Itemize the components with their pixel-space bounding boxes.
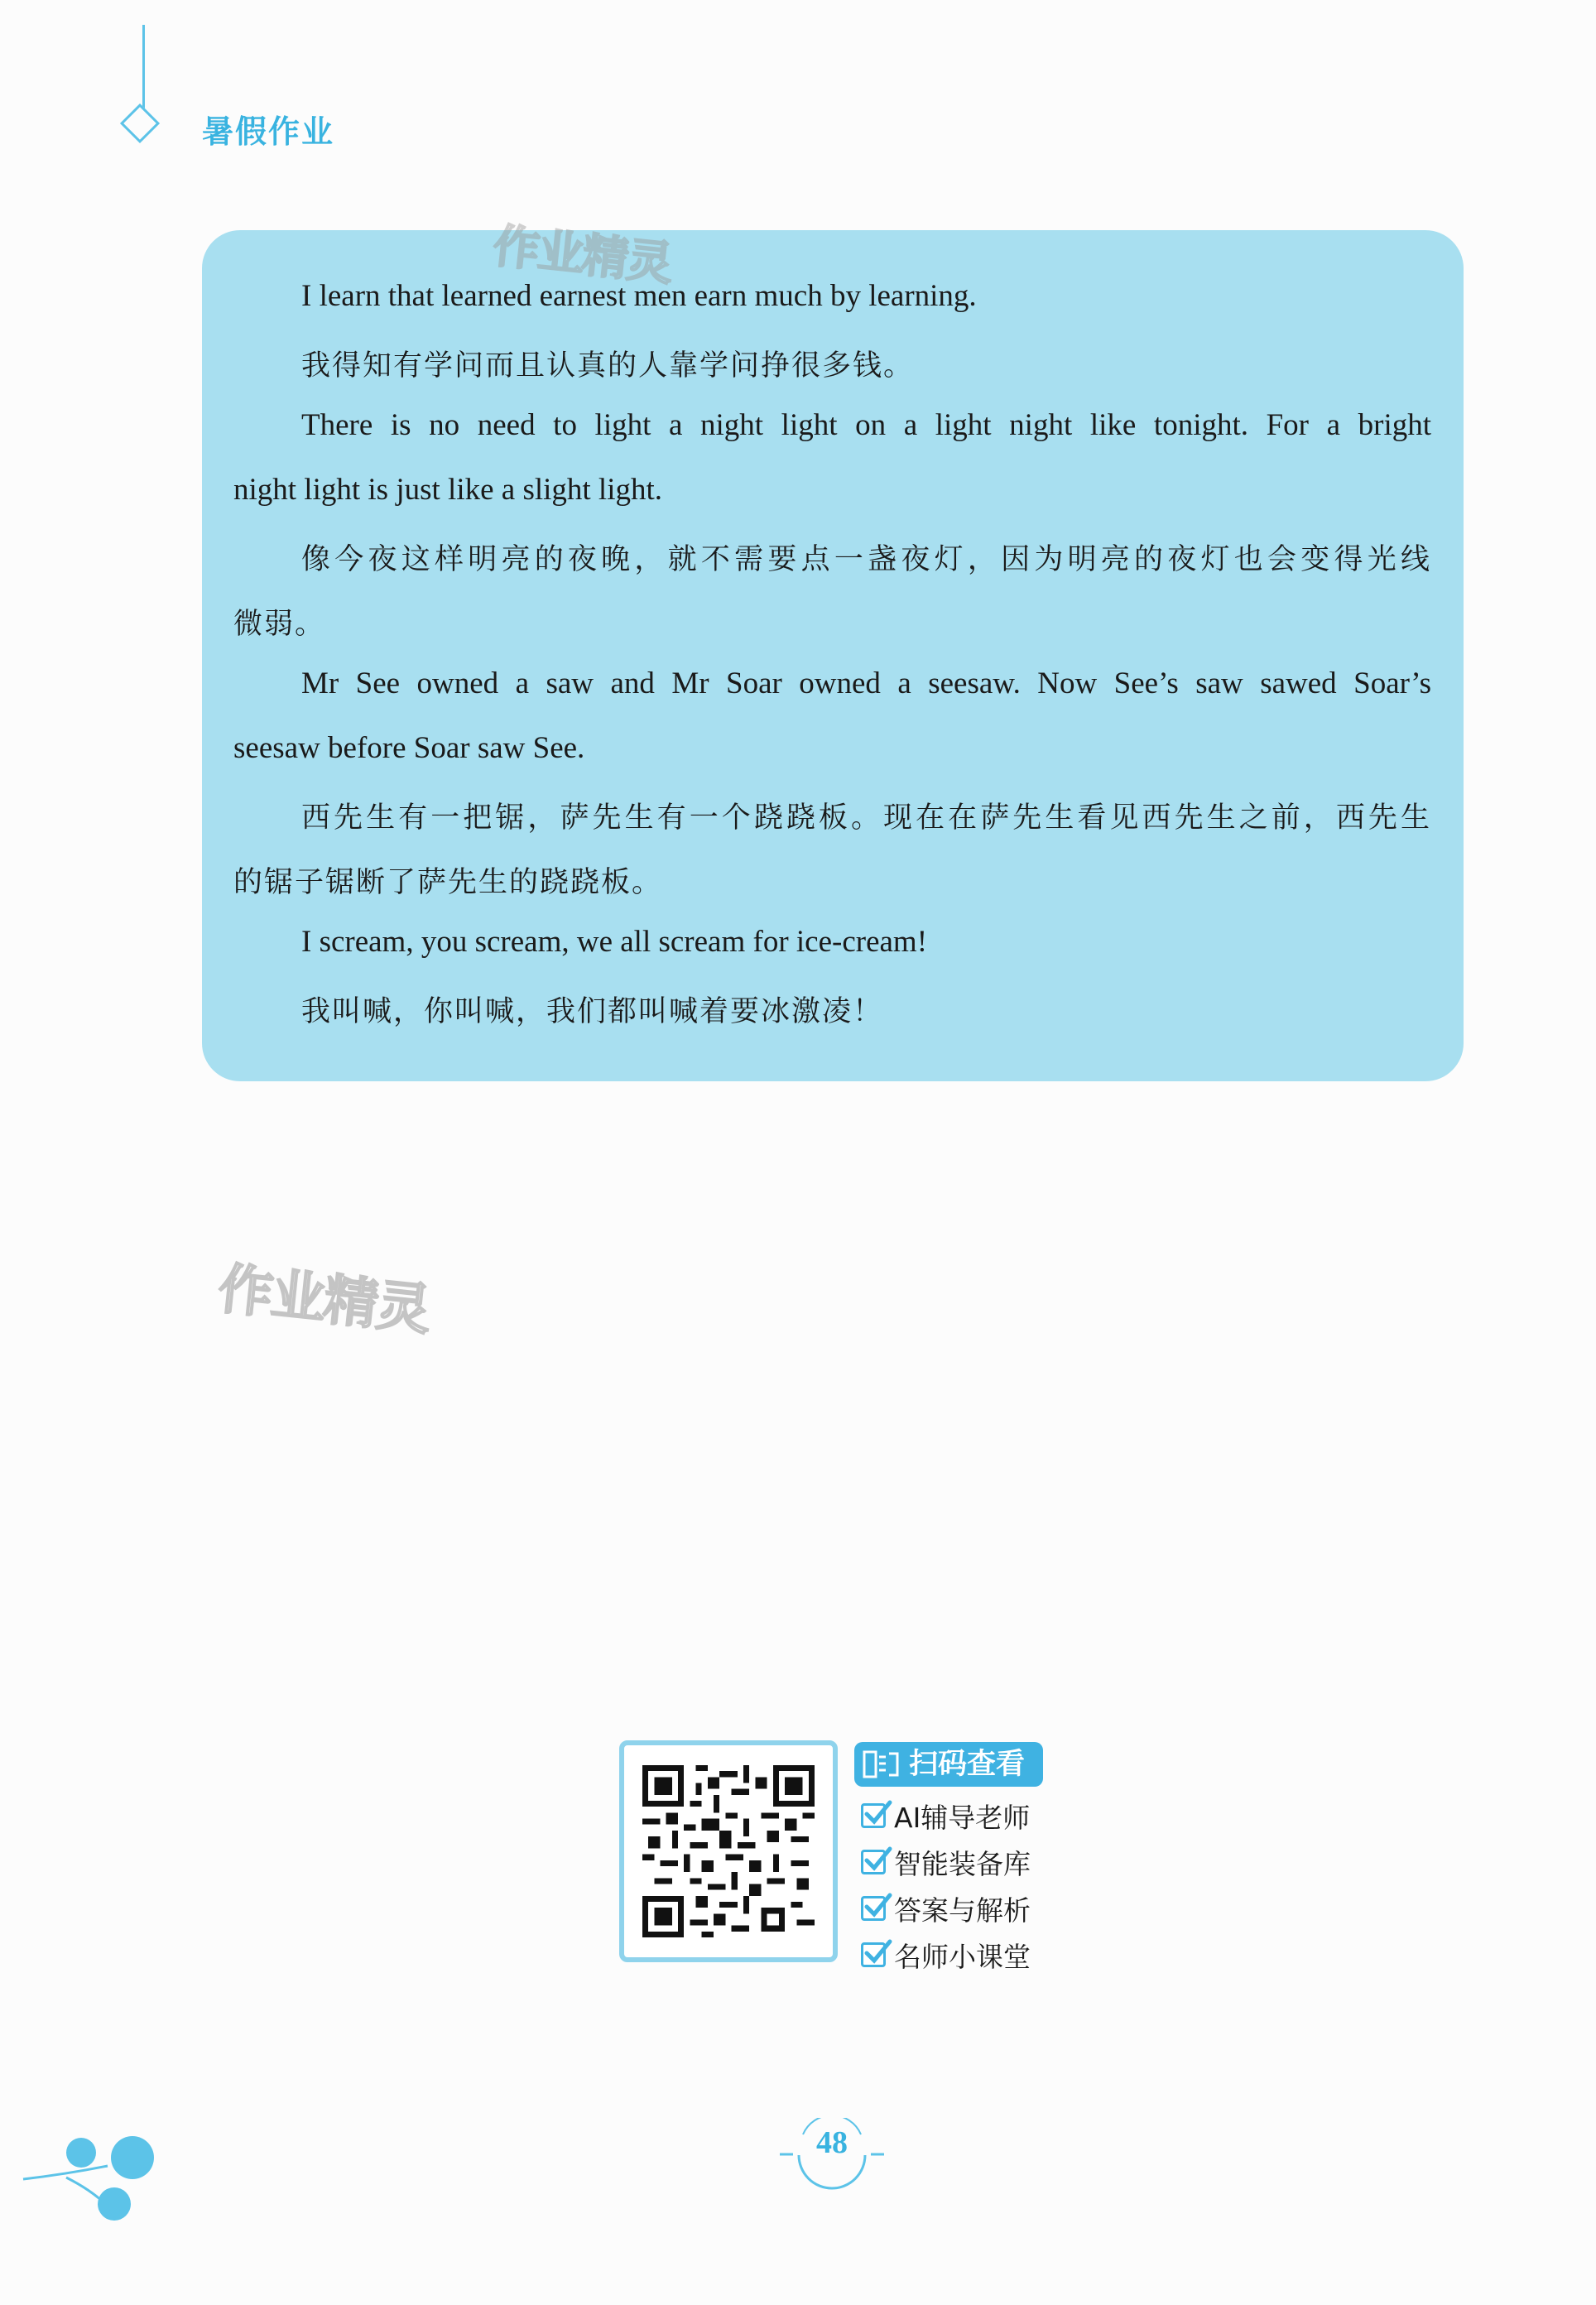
page-number-badge xyxy=(778,2118,886,2192)
checkbox-check-icon xyxy=(861,1803,886,1828)
feature-label: 名师小课堂 xyxy=(894,1940,1031,1973)
passage-4-chinese-line-1: 我叫喊，你叫喊，我们都叫喊着要冰激凌！ xyxy=(301,995,884,1028)
passage-1-english-line-1: I learn that learned earnest men earn much by learning. xyxy=(301,279,977,313)
passage-1-chinese-line-1: 我得知有学问而且认真的人靠学问挣很多钱。 xyxy=(301,349,915,383)
feature-answers[interactable] xyxy=(861,1889,1031,1927)
passage-2-english-line-2: night light is just like a slight light. xyxy=(233,473,663,507)
scan-icon xyxy=(861,1749,901,1780)
feature-smart-library[interactable] xyxy=(861,1843,1031,1881)
checkbox-check-icon xyxy=(861,1896,886,1921)
checkbox-check-icon xyxy=(861,1942,886,1967)
feature-label: 答案与解析 xyxy=(894,1894,1031,1927)
header-vertical-line xyxy=(142,25,145,116)
passage-2-english-line-1: There is no need to light a night light on a light night like tonight. For a bright xyxy=(301,408,1431,442)
diamond-icon xyxy=(120,103,160,143)
passage-3-english-line-2: seesaw before Soar saw See. xyxy=(233,731,585,765)
feature-label: AI辅导老师 xyxy=(894,1801,1031,1834)
page-number: 48 xyxy=(816,2125,848,2160)
watermark: 作业精灵 xyxy=(215,1256,433,1343)
passage-2-chinese-line-1: 像今夜这样明亮的夜晚，就不需要点一盏夜灯，因为明亮的夜灯也会变得光线 xyxy=(301,543,1431,576)
checkbox-check-icon xyxy=(861,1850,886,1874)
scan-to-view-label xyxy=(854,1742,1043,1787)
watermark: 作业精灵 xyxy=(490,219,675,292)
feature-label: 智能装备库 xyxy=(894,1847,1031,1880)
feature-ai-tutor[interactable] xyxy=(861,1797,1030,1835)
qr-code[interactable] xyxy=(642,1764,815,1939)
passage-2-chinese-line-2: 微弱。 xyxy=(233,608,326,641)
decorative-dots-icon xyxy=(17,2120,182,2227)
passage-3-chinese-line-1: 西先生有一把锯，萨先生有一个跷跷板。现在在萨先生看见西先生之前，西先生 xyxy=(301,801,1431,835)
passage-4-english-line-1: I scream, you scream, we all scream for ice-cream! xyxy=(301,925,928,959)
header-title: 暑假作业 xyxy=(202,113,335,150)
scan-label-text: 扫码查看 xyxy=(909,1748,1026,1781)
passage-3-chinese-line-2: 的锯子锯断了萨先生的跷跷板。 xyxy=(233,866,663,899)
passage-3-english-line-1: Mr See owned a saw and Mr Soar owned a seesaw. Now See’s saw sawed Soar’s xyxy=(301,666,1431,700)
feature-classroom[interactable] xyxy=(861,1936,1031,1974)
qr-code-frame[interactable] xyxy=(619,1740,838,1962)
